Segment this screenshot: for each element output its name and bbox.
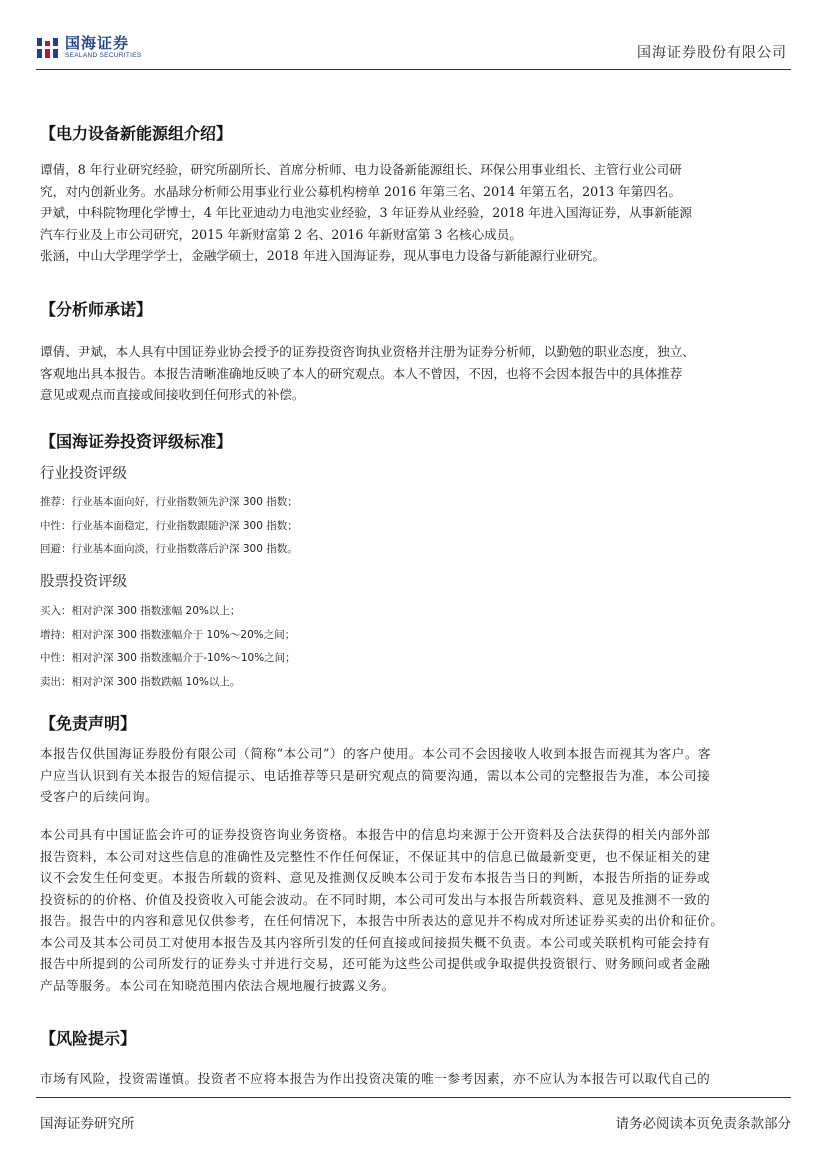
text-line: 汽车行业及上市公司研究，2015 年新财富第 2 名、2016 年新财富第 3 名核心成员。 [40,226,522,242]
industry-rating-heading: 行业投资评级 [40,466,127,482]
text-line: 本公司及其本公司员工对使用本报告及其内容所引发的任何直接或间接损失概不负责。本公司或关联机构可能会持有 [40,934,711,950]
footer-notice: 请务必阅读本页免责条款部分 [615,1116,791,1132]
industry-rating-list [40,491,298,562]
text-line: 市场有风险，投资需谨慎。投资者不应将本报告为作出投资决策的唯一参考因素，亦不应认为本报告可以取代自己的 [40,1071,711,1086]
text-line: 张涵，中山大学理学学士，金融学硕士，2018 年进入国海证券，现从事电力设备与新能源行业研究。 [40,248,605,263]
list-item: 增持：相对沪深 300 指数涨幅介于 10%～20%之间； [40,628,296,641]
page-header [36,30,791,70]
section-title-team: 【电力设备新能源组介绍】 [40,124,233,143]
stock-rating-list [40,600,296,694]
text-line: 究，对内创新业务。水晶球分析师公用事业行业公募机构榜单 2016 年第三名、2014 年第五名，2013 年第四名。 [40,183,682,199]
text-line: 报告资料，本公司对这些信息的准确性及完整性不作任何保证，不保证其中的信息已做最新变更，也不保证相关的建 [40,848,711,864]
sealand-logo-icon [36,37,60,59]
text-line: 受客户的后续问询。 [40,789,159,804]
logo-english-name: SEALAND SECURITIES [65,52,142,59]
text-line: 产品等服务。本公司在知晓范围内依法合规地履行披露义务。 [40,977,395,993]
list-item: 中性：行业基本面稳定，行业指数跟随沪深 300 指数； [40,519,298,532]
company-name: 国海证券股份有限公司 [637,45,787,61]
list-item: 推荐：行业基本面向好，行业指数领先沪深 300 指数； [40,496,298,508]
footer-institute: 国海证券研究所 [40,1116,135,1132]
footer-divider [36,1097,791,1098]
section-title-rating: 【国海证券投资评级标准】 [40,432,233,451]
text-line: 户应当认识到有关本报告的短信提示、电话推荐等只是研究观点的简要沟通，需以本公司的完整报告为准，本公司接 [40,767,711,783]
list-item: 回避：行业基本面向淡，行业指数落后沪深 300 指数。 [40,543,298,555]
text-line: 谭倩，8 年行业研究经验，研究所副所长、首席分析师、电力设备新能源组长、环保公用事业组长、主管行业公司研 [40,162,682,177]
text-line: 意见或观点而直接或间接收到任何形式的补偿。 [40,387,305,402]
text-line: 本公司具有中国证监会许可的证券投资咨询业务资格。本报告中的信息均来源于公开资料及合法获得的相关内部外部 [40,827,711,842]
text-line: 谭倩、尹斌，本人具有中国证券业协会授予的证券投资咨询执业资格并注册为证券分析师，以勤勉的职业态度，独立、 [40,344,695,359]
header-divider [36,69,791,70]
company-logo [36,36,142,60]
list-item: 中性：相对沪深 300 指数涨幅介于-10%～10%之间； [40,652,296,664]
text-line: 客观地出具本报告。本报告清晰准确地反映了本人的研究观点。本人不曾因，不因，也将不会因本报告中的具体推荐 [40,365,683,381]
stock-rating-heading: 股票投资评级 [40,574,127,590]
text-line: 尹斌，中科院物理化学博士，4 年比亚迪动力电池实业经验，3 年证券从业经验，2018 年进入国海证券，从事新能源 [40,205,692,220]
disclaimer-paragraph-1 [40,743,790,808]
text-line: 报告。报告中的内容和意见仅供参考，在任何情况下，本报告中所表达的意见并不构成对所述证券买卖的出价和征价。 [40,913,724,928]
logo-chinese-name: 国海证券 [65,34,130,52]
text-line: 报告中所提到的公司所发行的证券头寸并进行交易，还可能为这些公司提供或争取提供投资银行、财务顾问或者金融 [40,956,711,971]
disclaimer-paragraph-2 [40,824,790,996]
section-title-commitment: 【分析师承诺】 [40,300,153,319]
list-item: 卖出：相对沪深 300 指数跌幅 10%以上。 [40,675,241,688]
text-line: 本报告仅供国海证券股份有限公司（简称“本公司”）的客户使用。本公司不会因接收人收到本报告而视其为客户。客 [40,746,712,761]
list-item: 买入：相对沪深 300 指数涨幅 20%以上； [40,605,241,617]
text-line: 投资标的的价格、价值及投资收入可能会波动。在不同时期，本公司可发出与本报告所载资料、意见及推测不一致的 [40,891,711,907]
text-line: 议不会发生任何变更。本报告所载的资料、意见及推测仅反映本公司于发布本报告当日的判断，本报告所指的证券或 [40,870,711,885]
section-title-risk: 【风险提示】 [40,1029,137,1048]
team-intro-text [40,159,790,267]
section-title-disclaimer: 【免责声明】 [40,714,137,733]
risk-text [40,1068,790,1090]
commitment-text [40,341,790,406]
